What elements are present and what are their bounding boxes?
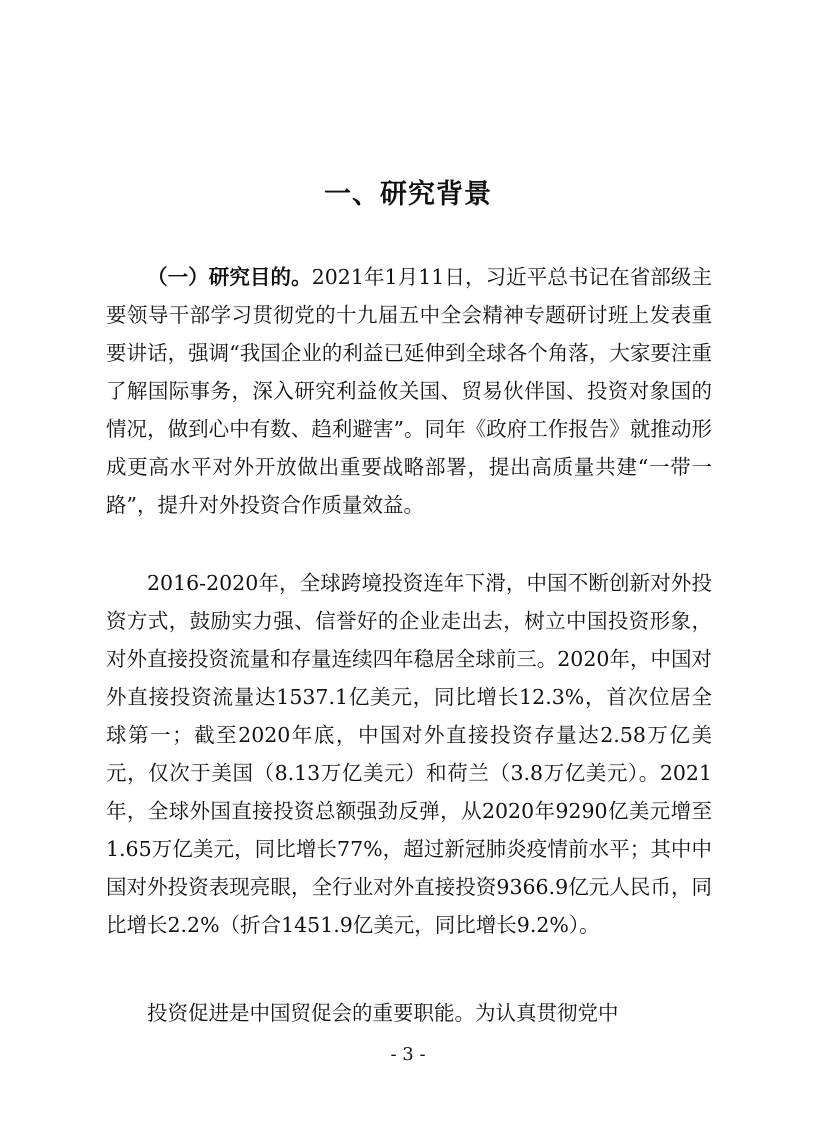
paragraph-investment-stats: 2016-2020年，全球跨境投资连年下滑，中国不断创新对外投资方式，鼓励实力强、信誉好的企业走出去，树立中国投资形象，对外直接投资流量和存量连续四年稳居全球前三。2020年，中国对外直接投资流量达1537.1亿美元，同比增长12.3%，首次位居全球第一；截至2020年底，中国对外直接投资存量达2.58万亿美元，仅次于美国（8.13万亿美元）和荷兰（3.8万亿美元）。2021年，全球外国直接投资总额强劲反弹，从2020年9290亿美元增至1.65万亿美元，同比增长77%，超过新冠肺炎疫情前水平；其中中国对外投资表现亮眼，全行业对外直接投资9366.9亿元人民币，同比增长2.2%（折合1451.9亿美元，同比增长9.2%）。 (106, 571, 712, 937)
page-number: - 3 - (390, 1044, 426, 1065)
paragraph-lead: （一）研究目的。 (147, 265, 312, 289)
paragraph-investment-promotion: 投资促进是中国贸促会的重要职能。为认真贯彻党中 (147, 1001, 619, 1025)
paragraph-text: 2021年1月11日，习近平总书记在省部级主要领导干部学习贯彻党的十九届五中全会精神专题研讨班上发表重要讲话，强调“我国企业的利益已延伸到全球各个角落，大家要注重了解国际事务，深入研究利益攸关国、贸易伙伴国、投资对象国的情况，做到心中有数、趋利避害”。同年《政府工作报告》就推动形成更高水平对外开放做出重要战略部署，提出高质量共建“一带一路”，提升对外投资合作质量效益。 (106, 265, 712, 517)
paragraph-research-purpose (106, 258, 712, 524)
section-heading: 一、研究背景 (324, 179, 492, 210)
